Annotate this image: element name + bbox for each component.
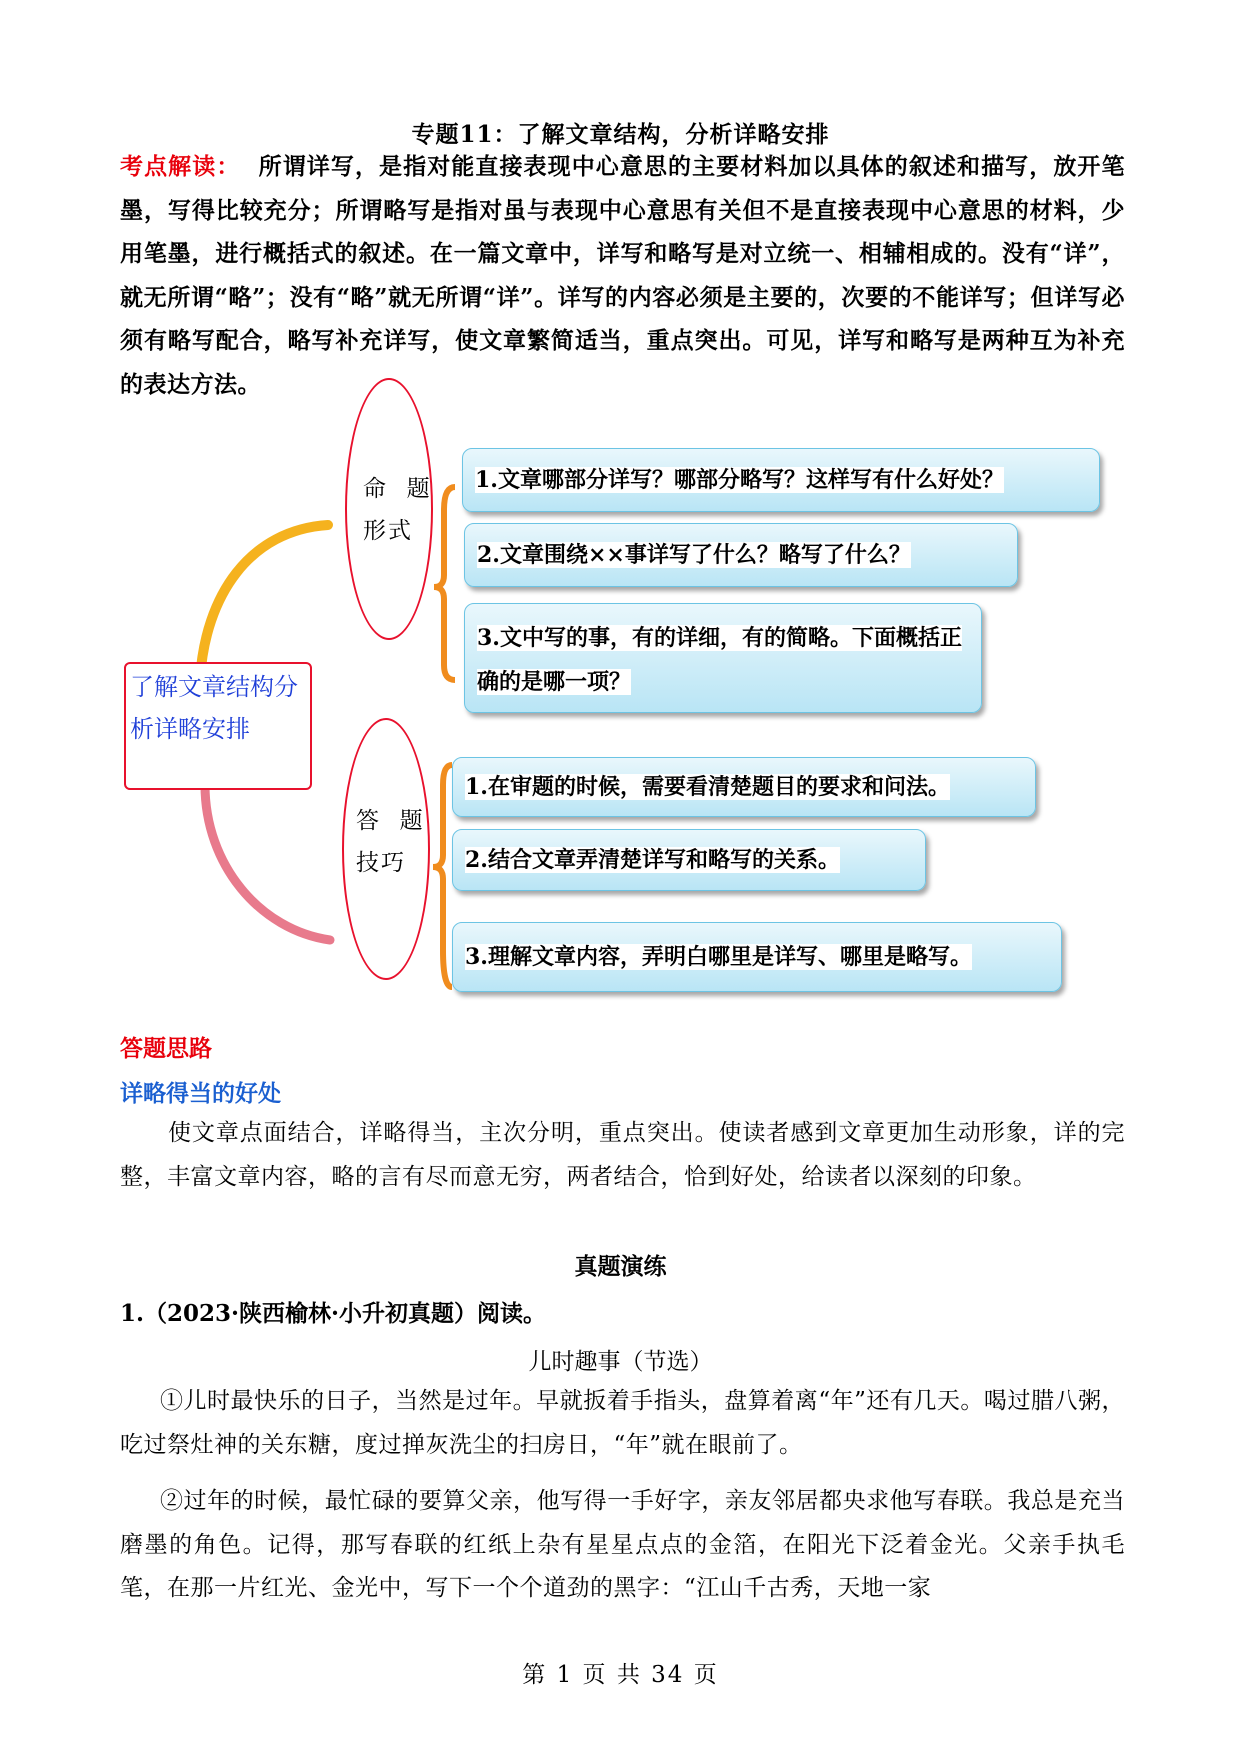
branch-skill-label-1: 答 题 [356, 808, 425, 834]
skill-item-1 [452, 757, 1036, 817]
form-item-1-text: 1.文章哪部分详写？哪部分略写？这样写有什么好处？ [475, 467, 1004, 493]
page-footer: 第 1 页 共 34 页 [522, 1662, 719, 1688]
intro-paragraph [120, 145, 1125, 406]
skill-item-2 [452, 829, 926, 891]
skill-item-3-text: 3.理解文章内容，弄明白哪里是详写、哪里是略写。 [465, 944, 972, 970]
form-item-1 [462, 448, 1100, 512]
bracket-lower [433, 765, 452, 987]
branch-form-label-2: 形式 [363, 518, 413, 544]
mindmap [0, 375, 1241, 1015]
intro-text: 所谓详写，是指对能直接表现中心意思的主要材料加以具体的叙述和描写，放开笔墨，写得比较充分；所谓略写是指对虽与表现中心意思有关但不是直接表现中心意思的材料，少用笔墨，进行概括式的叙述。在一篇文章中，详写和略写是对立统一、相辅相成的。没有“详”，就无所谓“略”；没有“略”就无所谓“详”。详写的内容必须是主要的，次要的不能详写；但详写必须有略写配合，略写补充详写，使文章繁简适当，重点突出。可见，详写和略写是两种互为补充的表达方法。 [120, 153, 1126, 398]
approach-subheading: 详略得当的好处 [120, 1080, 281, 1107]
connector-upper [200, 525, 328, 680]
practice-heading: 真题演练 [574, 1253, 667, 1280]
mindmap-center-text: 了解文章结构分析详略安排 [130, 673, 298, 743]
form-item-3 [464, 603, 982, 713]
skill-item-3 [452, 922, 1062, 992]
passage-p2: ②过年的时候，最忙碌的要算父亲，他写得一手好字，亲友邻居都央求他写春联。我总是充当磨墨的角色。记得，那写春联的红纸上杂有星星点点的金箔，在阳光下泛着金光。父亲手执毛笔，在那一片红光、金光中，写下一个个道劲的黑字：“江山千古秀，天地一家 [120, 1488, 1125, 1601]
branch-skill-label-2: 技巧 [356, 850, 406, 876]
approach-text: 使文章点面结合，详略得当，主次分明，重点突出。使读者感到文章更加生动形象，详的完整，丰富文章内容，略的言有尽而意无穷，两者结合，恰到好处，给读者以深刻的印象。 [120, 1120, 1125, 1190]
intro-label: 考点解读： [120, 153, 241, 180]
form-item-3-text: 3.文中写的事，有的详细，有的简略。下面概括正确的是哪一项？ [477, 625, 962, 695]
approach-heading: 答题思路 [120, 1035, 212, 1062]
form-item-2-text: 2.文章围绕××事详写了什么？略写了什么？ [477, 542, 911, 568]
mindmap-center [124, 662, 312, 790]
branch-form-ellipse [345, 378, 433, 640]
practice-question: 1.（2023·陕西榆林·小升初真题）阅读。 [120, 1300, 547, 1327]
branch-skill-ellipse [342, 718, 430, 980]
passage-p1: ①儿时最快乐的日子，当然是过年。早就扳着手指头，盘算着离“年”还有几天。喝过腊八粥，吃过祭灶神的关东糖，度过掸灰洗尘的扫房日，“年”就在眼前了。 [120, 1388, 1125, 1458]
connector-lower [205, 785, 330, 940]
passage-title: 儿时趣事（节选） [528, 1349, 713, 1375]
skill-item-2-text: 2.结合文章弄清楚详写和略写的关系。 [465, 847, 840, 873]
branch-form-label-1: 命 题 [363, 476, 432, 502]
skill-item-1-text: 1.在审题的时候，需要看清楚题目的要求和问法。 [465, 774, 950, 800]
form-item-2 [464, 523, 1018, 587]
bracket-upper [434, 487, 455, 680]
page-title: 专题11：了解文章结构，分析详略安排 [411, 121, 830, 148]
